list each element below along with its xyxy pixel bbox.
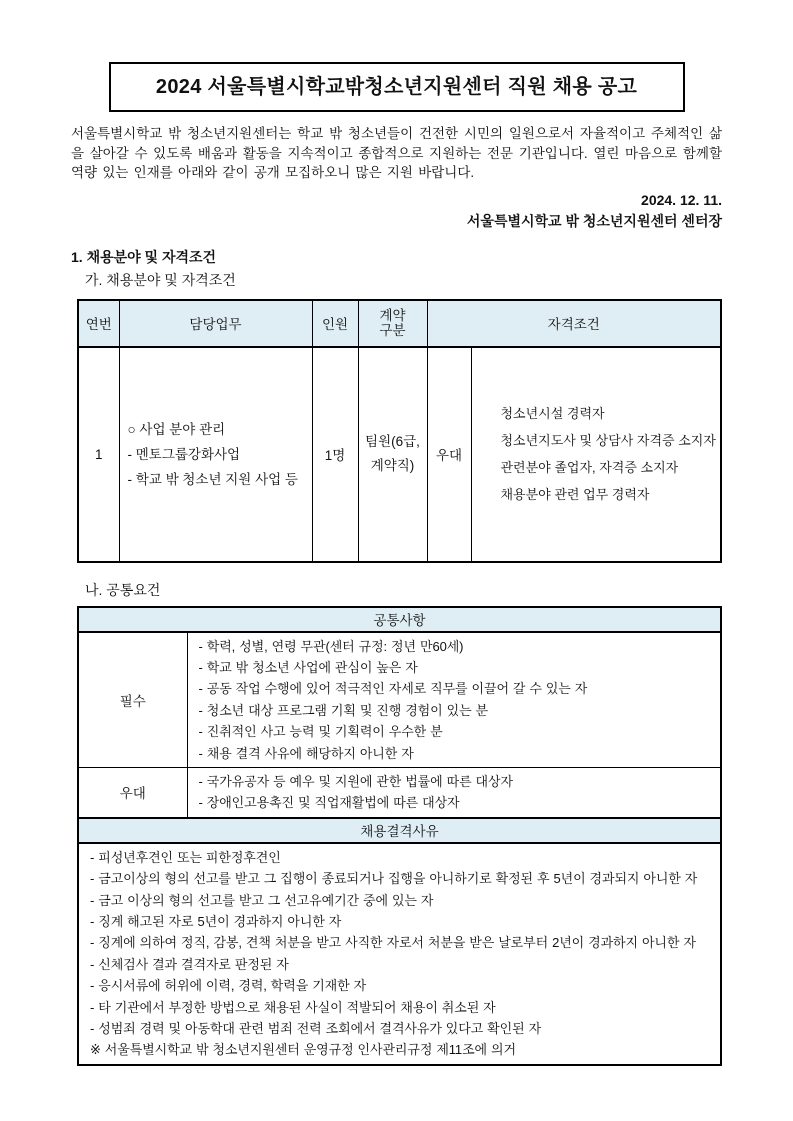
required-items-cell: [187, 632, 721, 768]
required-label: 필수: [78, 632, 187, 768]
common-requirements-table: [77, 606, 722, 1066]
qualification-list: [473, 400, 720, 508]
subsection-a-heading: 가. 채용분야 및 자격조건: [85, 271, 236, 288]
disqualification-item: - 성범죄 경력 및 아동학대 관련 범죄 전력 조회에서 결격사유가 있다고 확인된 자: [90, 1021, 542, 1036]
date-line: 2024. 12. 11.: [641, 191, 722, 208]
recruitment-table: [77, 299, 722, 563]
disqualification-row: [78, 843, 721, 1065]
signer-line: 서울특별시학교 밖 청소년지원센터 센터장: [466, 212, 722, 229]
col-header-contract: [358, 300, 427, 347]
subsection-b-heading: 나. 공통요건: [85, 581, 161, 598]
cell-no: 1: [78, 347, 119, 562]
col-header-contract-label: 계약구분: [379, 308, 406, 338]
col-header-qualification: 자격조건: [427, 300, 721, 347]
disqualification-item: - 응시서류에 허위에 이력, 경력, 학력을 기재한 자: [90, 978, 367, 994]
duty-line: - 학교 밖 청소년 지원 사업 등: [127, 471, 298, 487]
required-item: - 채용 결격 사유에 해당하지 아니한 자: [198, 745, 414, 761]
recruitment-table-header-row: [78, 300, 721, 347]
intro-paragraph: 서울특별시학교 밖 청소년지원센터는 학교 밖 청소년들이 건전한 시민의 일원으로서 자율적이고 주체적인 삶을 살아갈 수 있도록 배움과 활동을 지속적이고 종합적으로 지원하는 전문 기관입니다. 열린 마음으로 함께할 역량 있는 인재를 아래와 같이 공개 모집하오니 많은 지원 바랍니다.: [71, 126, 722, 180]
required-item: - 학교 밖 청소년 사업에 관심이 높은 자: [198, 659, 418, 675]
duty-line: - 멘토그룹강화사업: [127, 446, 241, 462]
required-item: - 공동 작업 수행에 있어 적극적인 자세로 직무를 이끌어 갈 수 있는 자: [198, 681, 588, 697]
disqualification-item: - 타 기관에서 부정한 방법으로 채용된 사실이 적발되어 채용이 취소된 자: [90, 999, 496, 1015]
required-row: [78, 632, 721, 768]
disqualification-note: ※ 서울특별시학교 밖 청소년지원센터 운영규정 인사관리규정 제11조에 의거: [90, 1042, 516, 1058]
disqualification-item: - 징계 해고된 자로 5년이 경과하지 아니한 자: [90, 913, 342, 929]
preferred-items-cell: [187, 767, 721, 817]
cell-qual-type: 우대: [427, 347, 471, 562]
common-table-header-row: [78, 607, 721, 632]
common-table-title: 공통사항: [78, 607, 721, 632]
duty-line: ○ 사업 분야 관리: [127, 421, 226, 437]
disqualification-item: - 금고이상의 형의 선고를 받고 그 집행이 종료되거나 집행을 아니하기로 확정된 후 5년이 경과되지 아니한 자: [90, 871, 698, 887]
required-item: - 학력, 성별, 연령 무관(센터 규정: 정년 만60세): [198, 638, 464, 654]
col-header-duties: 담당업무: [119, 300, 312, 347]
col-header-headcount: 인원: [312, 300, 358, 347]
disqualification-item: - 징계에 의하여 정직, 감봉, 견책 처분을 받고 사직한 자로서 처분을 받은 날로부터 2년이 경과하지 아니한 자: [90, 935, 696, 951]
qualification-item: • 채용분야 관련 업무 경력자: [497, 481, 718, 508]
cell-contract: 팀원(6급, 계약직): [358, 347, 427, 562]
preferred-row: [78, 767, 721, 817]
disqualification-item: - 신체검사 결과 결격자로 판정된 자: [90, 956, 289, 972]
recruitment-table-row: [78, 347, 721, 562]
preferred-item: - 국가유공자 등 예우 및 지원에 관한 법률에 따른 대상자: [198, 773, 513, 789]
cell-headcount: 1명: [312, 347, 358, 562]
disqualification-header-row: [78, 818, 721, 843]
page-title: 2024 서울특별시학교밖청소년지원센터 직원 채용 공고: [109, 62, 685, 112]
disqualification-item: - 금고 이상의 형의 선고를 받고 그 선고유예기간 중에 있는 자: [90, 892, 434, 908]
col-header-no: 연번: [78, 300, 119, 347]
qualification-item: • 청소년지도사 및 상담사 자격증 소지자: [497, 427, 718, 454]
disqualification-item: - 피성년후견인 또는 피한정후견인: [90, 849, 281, 865]
disqualification-items-cell: [78, 843, 721, 1065]
section-1-heading: 1. 채용분야 및 자격조건: [71, 248, 217, 265]
preferred-item: - 장애인고용촉진 및 직업재활법에 따른 대상자: [198, 795, 460, 811]
required-item: - 청소년 대상 프로그램 기획 및 진행 경험이 있는 분: [198, 702, 488, 718]
cell-qualifications: [471, 347, 721, 562]
qualification-item: • 청소년시설 경력자: [497, 400, 718, 427]
disqualification-title: 채용결격사유: [78, 818, 721, 843]
preferred-label: 우대: [78, 767, 187, 817]
qualification-item: • 관련분야 졸업자, 자격증 소지자: [497, 454, 718, 481]
required-item: - 진취적인 사고 능력 및 기획력이 우수한 분: [198, 724, 443, 740]
cell-duties: [119, 347, 312, 562]
